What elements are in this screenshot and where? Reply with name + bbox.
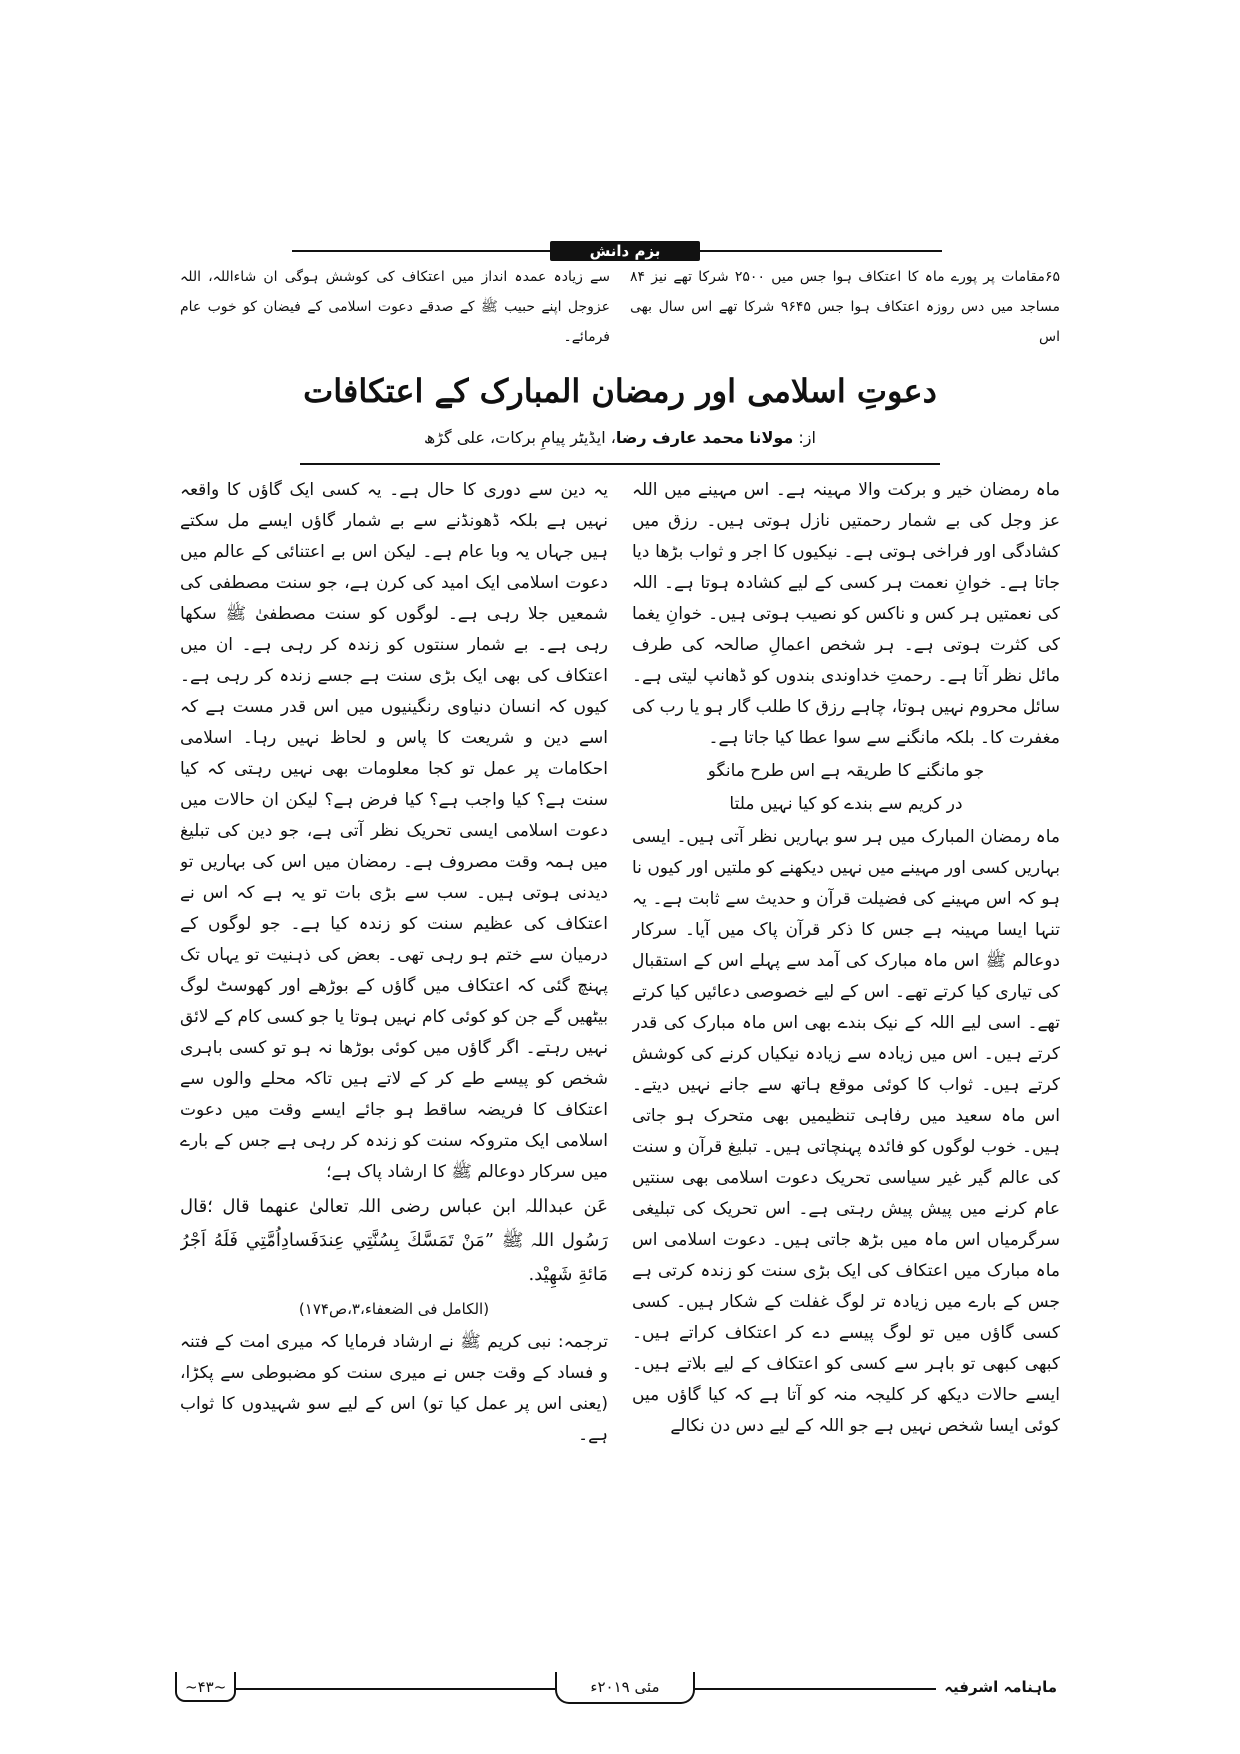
byline [300, 428, 940, 447]
author-title: ، ایڈیٹر پیامِ برکات، علی گڑھ [424, 428, 616, 447]
section-title: بزم دانش [550, 241, 700, 261]
magazine-name: ماہنامہ اشرفیہ [936, 1672, 1065, 1702]
right-column [632, 475, 1060, 1655]
intro-left-text: سے زیادہ عمدہ انداز میں اعتکاف کی کوشش ہوگی ان شاءاللہ، اللہ عزوجل اپنے حبیب ﷺ کے صدقے دعوت اسلامی کے فیضان کو خوب عام فرمائے۔ [180, 269, 610, 345]
article-title: دعوتِ اسلامی اور رمضان المبارک کے اعتکافات [303, 372, 937, 410]
paragraph: یہ دین سے دوری کا حال ہے۔ یہ کسی ایک گاؤں کا واقعہ نہیں ہے بلکہ ڈھونڈنے سے بے شمار گاؤں ایسے مل سکتے ہیں جہاں یہ وبا عام ہے۔ لیکن اس بے اعتنائی کے عالم میں دعوت اسلامی ایک امید کی کرن ہے، جو سنت مصطفی کی شمعیں جلا رہی ہے۔ لوگوں کو سنت مصطفیٰ ﷺ سکھا رہی ہے۔ بے شمار سنتوں کو زندہ کر رہی ہے۔ ان میں اعتکاف کی بھی ایک بڑی سنت ہے جسے زندہ کر رہی ہے۔ کیوں کہ انسان دنیاوی رنگینیوں میں اس قدر مست ہے کہ اسے دین و شریعت کا پاس و لحاظ نہیں رہا۔ اسلامی احکامات پر عمل تو کجا معلومات بھی نہیں رہتی کہ کیا سنت ہے؟ کیا واجب ہے؟ کیا فرض ہے؟ لیکن ان حالات میں دعوت اسلامی ایسی تحریک نظر آتی ہے، جو دین کی تبلیغ میں ہمہ وقت مصروف ہے۔ رمضان میں اس کی بہاریں تو دیدنی ہوتی ہیں۔ سب سے بڑی بات تو یہ ہے کہ اس نے اعتکاف کی عظیم سنت کو زندہ کیا ہے۔ جو لوگوں کے درمیان سے ختم ہو رہی تھی۔ بعض کی ذہنیت تو یہاں تک پہنچ گئی کہ اعتکاف میں گاؤں کے بوڑھے اور کھوسٹ لوگ بیٹھیں گے جن کو کوئی کام نہیں ہوتا یا جو کسی کام کے لائق نہیں رہتے۔ اگر گاؤں میں کوئی بوڑھا نہ ہو تو کسی باہری شخص کو پیسے طے کر کے لاتے ہیں تاکہ محلے والوں سے اعتکاف کا فریضہ ساقط ہو جائے ایسے وقت میں دعوت اسلامی ایک متروکہ سنت کو زندہ کر رہی ہے جس کے بارے میں سرکار دوعالم ﷺ کا ارشاد پاک ہے؛ [180, 480, 608, 1182]
page-number: ~۴۳~ [175, 1672, 236, 1702]
left-column [180, 475, 608, 1655]
intro-block [180, 262, 1060, 352]
byline-rule [300, 463, 940, 465]
byline-prefix: از: [798, 428, 816, 447]
section-header [292, 241, 942, 260]
translation: ترجمہ: نبی کریم ﷺ نے ارشاد فرمایا کہ میری امت کے فتنہ و فساد کے وقت جس نے میری سنت کو مضبوطی سے پکڑا، (یعنی اس پر عمل کیا تو) اس کے لیے سو شہیدوں کا ثواب ہے۔ [180, 1332, 608, 1445]
intro-right-text: ۶۵مقامات پر پورے ماہ کا اعتکاف ہوا جس میں ۲۵۰۰ شرکا تھے نیز ۸۴ مساجد میں دس روزہ اعتکاف ہوا جس ۹۶۴۵ شرکا تھے اس سال بھی اس [630, 269, 1061, 345]
verse-line: در کریم سے بندے کو کیا نہیں ملتا [729, 794, 963, 814]
issue-date: مئی ۲۰۱۹ء [555, 1672, 695, 1704]
paragraph: ماہ رمضان خیر و برکت والا مہینہ ہے۔ اس مہینے میں اللہ عز وجل کی بے شمار رحمتیں نازل ہوتی ہیں۔ رزق میں کشادگی اور فراخی ہوتی ہے۔ نیکیوں کا اجر و ثواب بڑھا دیا جاتا ہے۔ خوانِ نعمت ہر کسی کے لیے کشادہ ہوتا ہے۔ اللہ کی نعمتیں ہر کس و ناکس کو نصیب ہوتی ہیں۔ خوانِ یغما کی کثرت ہوتی ہے۔ ہر شخص اعمالِ صالحہ کی طرف مائل نظر آتا ہے۔ رحمتِ خداوندی بندوں کو ڈھانپ لیتی ہے۔ سائل محروم نہیں ہوتا، چاہے رزق کا طلب گار ہو یا رب کی مغفرت کا۔ بلکہ مانگنے سے سوا عطا کیا جاتا ہے۔ [632, 480, 1060, 748]
author-name: مولانا محمد عارف رضا [615, 428, 794, 447]
verse-line: جو مانگنے کا طریقہ ہے اس طرح مانگو [707, 761, 985, 781]
page-footer [175, 1672, 1065, 1706]
paragraph: ماہ رمضان المبارک میں ہر سو بہاریں نظر آتی ہیں۔ ایسی بہاریں کسی اور مہینے میں نہیں دیکھنے کو ملتیں اور کیوں نا ہو کہ اس مہینے کی فضیلت قرآن و حدیث سے ثابت ہے۔ یہ تنہا ایسا مہینہ ہے جس کا ذکر قرآن پاک میں آیا۔ سرکار دوعالم ﷺ اس ماہ مبارک کی آمد سے پہلے اس کے استقبال کی تیاری کیا کرتے تھے۔ اس کے لیے خصوصی دعائیں کیا کرتے تھے۔ اسی لیے اللہ کے نیک بندے بھی اس ماہ مبارک کی قدر کرتے ہیں۔ اس میں زیادہ سے زیادہ نیکیاں کرنے کی کوشش کرتے ہیں۔ ثواب کا کوئی موقع ہاتھ سے جانے نہیں دیتے۔ اس ماہ سعید میں رفاہی تنظیمیں بھی متحرک ہو جاتی ہیں۔ خوب لوگوں کو فائدہ پہنچاتی ہیں۔ تبلیغ قرآن و سنت کی عالم گیر غیر سیاسی تحریک دعوت اسلامی بھی سنتیں عام کرنے میں پیش پیش رہتی ہے۔ اس تحریک کی تبلیغی سرگرمیاں اس ماہ میں بڑھ جاتی ہیں۔ دعوت اسلامی اس ماہ مبارک میں اعتکاف کی ایک بڑی سنت کو زندہ کرتی ہے جس کے بارے میں زیادہ تر لوگ غفلت کے شکار ہیں۔ کسی کسی گاؤں میں تو لوگ پیسے دے کر اعتکاف کراتے ہیں۔ کبھی کبھی تو باہر سے کسی کو اعتکاف کے لیے بلاتے ہیں۔ ایسے حالات دیکھ کر کلیجہ منہ کو آتا ہے کہ کیا گاؤں میں کوئی ایسا شخص نہیں ہے جو اللہ کے لیے دس دن نکالے [632, 827, 1060, 1436]
arabic-hadith: عَن عبداللہ ابن عباس رضی اللہ تعالیٰ عنھما قال ؛قال رَسُول اللہ ﷺ ”مَنْ تَمَسَّكَ بِسُنَّتِي عِندَفَسادِاُمَّتِي فَلَهُ اَجْرُ مَائةِ شَهِيْد. [180, 1196, 608, 1285]
hadith-reference: (الکامل فی الضعفاء،۳،ص۱۷۴) [298, 1300, 490, 1318]
